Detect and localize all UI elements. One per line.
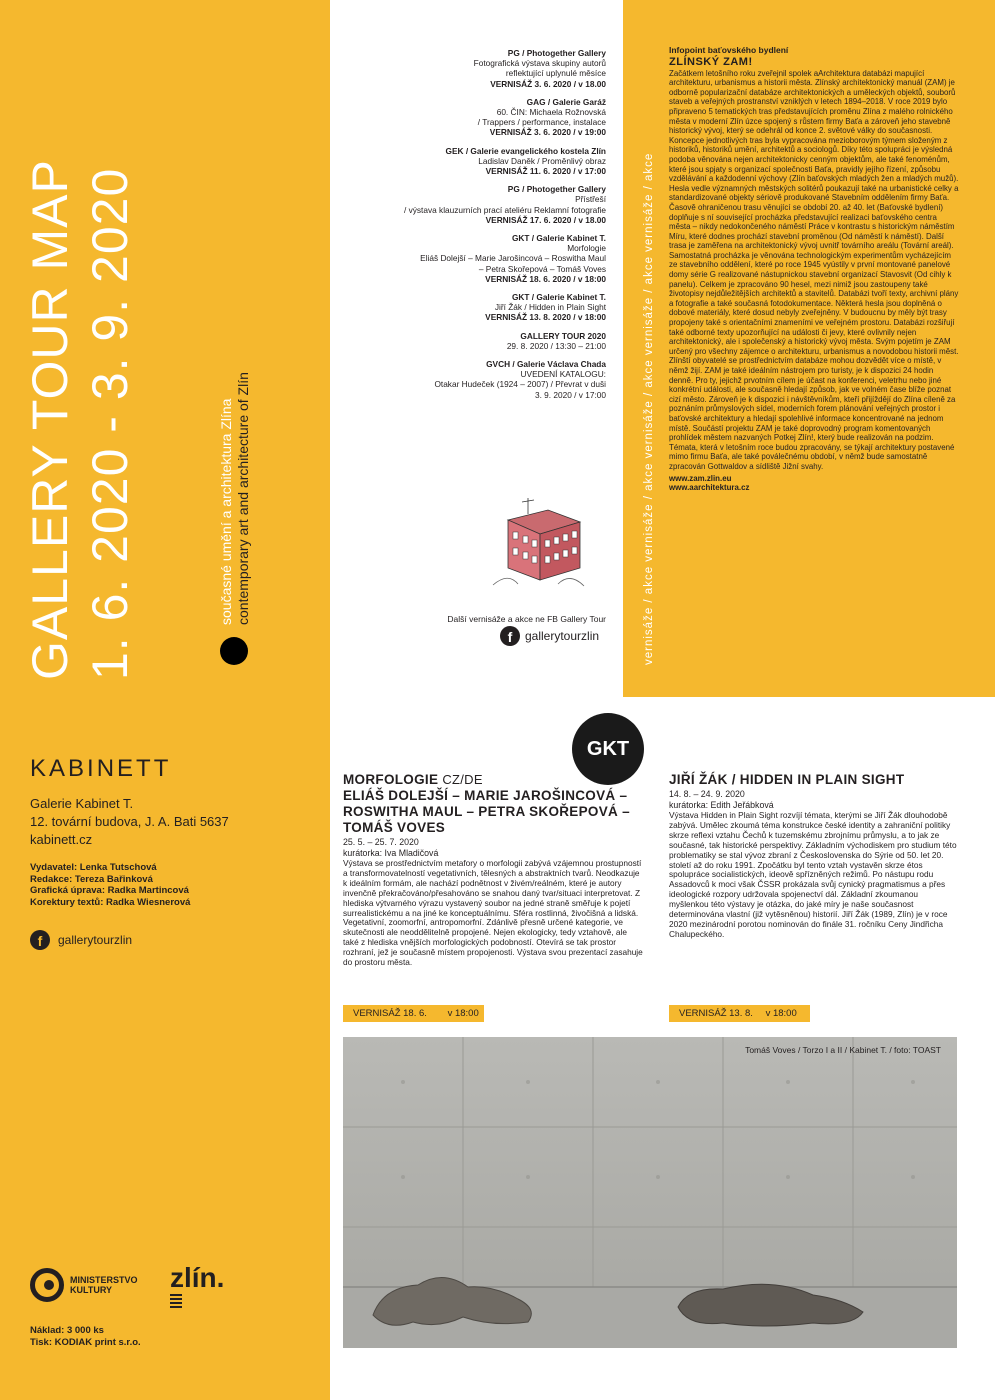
event-item [350,292,606,323]
exhibition-title [343,772,643,788]
exhibition-photo [343,1037,957,1348]
exhibition-morfologie [343,772,643,968]
event-item [350,97,606,138]
zlin-logo-bars-icon [170,1294,182,1310]
ministry-text [70,1275,138,1295]
ministry-line2: KULTURY [70,1285,112,1295]
print-info [30,1325,141,1349]
event-vernisage: VERNISÁŽ 17. 6. 2020 / v 18.00 [485,214,606,225]
link-aarchitektura[interactable]: www.aarchitektura.cz [669,483,750,493]
facebook-link-mid[interactable] [500,626,599,646]
vertical-events-band: vernisáže / akce vernisáže / akce vernisáže / akce vernisáže / akce vernisáže / akce [643,152,655,665]
event-vernisage: VERNISÁŽ 3. 6. 2020 / v 18.00 [490,78,606,89]
infopoint-title: ZLÍNSKÝ ZAM! [669,55,753,68]
event-line: 29. 8. 2020 / 13:30 – 21:00 [506,340,606,351]
tour-dates: 1. 6. 2020 - 3. 9. 2020 [82,167,138,680]
sculpture-photo-image [343,1037,957,1348]
event-line: Otakar Hudeček (1924 – 2007) / Převrat v duši [434,379,606,390]
event-line: 60. ČIN: Michaela Rožnovská [496,107,606,118]
event-venue: GAG / Galerie Garáž [526,96,606,107]
event-line: / výstava klauzurních prací ateliéru Reklamní fotografie [404,204,606,215]
infopoint-links [669,474,959,493]
exhibition-curator: kurátorka: Edith Jeřábková [669,799,774,810]
event-vernisage: VERNISÁŽ 11. 6. 2020 / v 17:00 [485,166,606,177]
vernisage-time: v 18:00 [447,1008,479,1019]
facebook-handle: gallerytourzlin [525,629,600,643]
event-line: Přístřeší [575,194,606,205]
event-vernisage: VERNISÁŽ 18. 6. 2020 / v 18:00 [485,273,606,284]
gallery-web[interactable]: kabinett.cz [30,832,93,847]
vernisage-time: v 18:00 [765,1008,797,1019]
facebook-icon: f [500,626,520,646]
exhibition-artists: ELIÁŠ DOLEJŠÍ – MARIE JAROŠINCOVÁ – ROSWITHA MAUL – PETRA SKOŘEPOVÁ – TOMÁŠ VOVES [343,788,630,835]
event-item [350,331,606,351]
event-item [350,233,606,284]
event-item [350,359,606,400]
event-venue: GKT / Galerie Kabinet T. [511,292,606,303]
event-venue: PG / Photogether Gallery [507,48,606,58]
zlin-logo: zlín. [170,1262,225,1293]
house-illustration [488,480,588,595]
black-dot-icon [220,637,248,665]
photo-credit: Tomáš Voves / Torzo I a II / Kabinet T. / foto: TOAST [745,1045,941,1055]
event-venue: PG / Photogether Gallery [507,184,606,195]
credit-line: Redakce: Tereza Bařinková [30,873,153,885]
event-item [350,48,606,89]
ministry-line1: MINISTERSTVO [70,1275,138,1285]
credit-line: Korektury textů: Radka Wiesnerová [30,896,191,908]
exhibition-tag: CZ/DE [442,772,483,787]
vernisage-label: VERNISÁŽ 13. 8. [679,1008,753,1019]
exhibition-body: Výstava Hidden in Plain Sight rozvíjí témata, kterými se Jiří Žák dlouhodobě zabývá. Umělec zkoumá téma konstrukce české identity a zahraniční politiky skrze reflexi vztahu Čechů k tuzemskému zbrojnímu průmyslu, a to jak ze současné, tak historické perspektivy. Základním východiskem pro studium této problematiky se stal vývoz zbraní z Československa do Sýrie od 50. let 20. století až do roku 1991. Zpočátku byl tento vztah vystavěn skrze étos spolupráce socialistických, ideově spřízněných režimů. Po nástupu rodu Assadovců k moci však ČSSR prokázala svůj cynický pragmatismus a přes ideologické rozpory udržovala spojenectví dál. Základní zkoumanou myšlenkou této výstavy je otázka, do jaké míry je naše současnost determinována vlastní (již vytěsněnou) historií. Jiří Žák (1989, Zlín) je v roce 2020 mezinárodní porotou nominován do finále 31. ročníku Ceny Jindřicha Chalupeckého. [669,810,957,939]
vertical-subtitle-block [218,372,252,625]
infopoint-article [669,46,959,493]
event-line: Jiří Žák / Hidden in Plain Sight [494,302,606,313]
subtitle-en: contemporary art and architecture of Zlín [235,372,251,625]
kabinett-logo: KABINETT [30,755,172,782]
more-events-note: Další vernisáže a akce ne FB Gallery Tour [447,614,606,624]
event-line: – Petra Skořepová – Tomáš Voves [478,263,606,274]
gkt-badge: GKT [572,713,644,785]
print-run: Náklad: 3 000 ks [30,1325,104,1336]
event-venue: GEK / Galerie evangelického kostela Zlín [445,145,606,156]
event-venue: GALLERY TOUR 2020 [520,330,606,341]
exhibition-dates: 25. 5. – 25. 7. 2020 [343,837,419,847]
credit-line: Grafická úprava: Radka Martincová [30,885,189,896]
event-venue: GVCH / Galerie Václava Chada [486,359,606,370]
exhibition-curator: kurátorka: Iva Mladičová [343,847,439,858]
vernisage-box-1 [343,1005,484,1022]
event-line: / Trappers / performance, instalace [477,117,606,128]
vertical-title-block [20,159,140,680]
ministry-emblem-icon [30,1268,64,1302]
exhibition-title-text: MORFOLOGIE [343,772,439,787]
gallery-name: Galerie Kabinet T. [30,796,134,811]
event-line: Eliáš Dolejší – Marie Jarošincová – Roswitha Maul [420,253,606,264]
gallery-address: 12. tovární budova, J. A. Bati 5637 [30,814,229,829]
event-line: Ladislav Daněk / Proměnlivý obraz [478,155,606,166]
event-line: Morfologie [567,243,606,254]
event-vernisage: VERNISÁŽ 13. 8. 2020 / v 18:00 [485,312,606,323]
printer: Tisk: KODIAK print s.r.o. [30,1337,141,1348]
event-line: UVEDENÍ KATALOGU: [520,369,606,380]
credits-block [30,862,190,908]
ministry-logo [30,1268,138,1302]
event-venue: GKT / Galerie Kabinet T. [511,233,606,244]
gallery-address-block [30,795,229,849]
subtitle-cz: současné umění a architektura Zlína [218,398,234,625]
exhibition-title: JIŘÍ ŽÁK / HIDDEN IN PLAIN SIGHT [669,772,905,787]
event-vernisage: VERNISÁŽ 3. 6. 2020 / v 19:00 [489,127,606,138]
facebook-handle: gallerytourzlin [58,933,133,947]
facebook-icon: f [30,930,50,950]
infopoint-body: Začátkem letošního roku zveřejnil spolek aArchitektura databázi mapující architekturu, urbanismus a historii města. Zlínský architektonický manuál (ZAM) je odborně popularizační databáze architektonických a uměleckých objektů, souborů staveb a veřejných prostranství vzniklých v letech 1894–2018. V roce 2019 bylo připraveno 5 tematických tras představujících proměnu Zlína z malého rolnického města v moderní Zlín úzce spojený s růstem firmy Baťa a zároveň jeho stavebně historický vývoj, který se odehrál od konce 2. světové války do současnosti. Koncepce jednotlivých tras byla vypracována mezioborovým týmem složeným z historiků, historiků umění, architektů a sociologů. Díky této spolupráci je výsledná podoba věnována nejen architektonicky cenným objektům, ale také fenoménům, které jsou spjaty s organizací společnosti Baťa, pravidly jejího řízení, způsobu vzdělávání a každodenní výchovy (Zlín baťovských mladých žen a mladých mužů). Hesla vedle významných městských solitérů poukazují také na urbanistické celky a standardizované objekty sériově produkované Stavebním oddělením firmy Baťa. Časově ohraničenou trasu věnující se období 20. až 40. let (Baťovské bydlení) doplňuje s ní související procházka představující realizaci baťovského centra města – nikdy nedokončeného náměstí Práce v kontrastu s historickým náměstím Míru, které dodnes prochází stavební proměnou (Od náměstí k náměstí). Další trasa je zaměřena na architektonický vývoj uvnitř továrního areálu (Tovární areál). Samostatná procházka je věnována technologickým experimentům vycházejícím ze stavebního oddělení, které po roce 1945 vyústily v první montované panelové domy série G realizované nástupnickou stavební organizací Stavosvit (Od cihly k panelu). Celkem je zpracováno 90 hesel, mezi nimiž jsou zastoupeny také životopisy nejdůležitějších architektů a stavitelů. Databázi tvoří texty, archivní plány a fotografie a také současná fotodokumentace. Některá hesla jsou doplněná o dobové materiály, které dosud nebyly zveřejněny. V budoucnu by měly být trasy propojeny také s orientačními znameními ve veřejném prostoru. Databázi rozšiřují také odborné texty upozorňující na události či jevy, které ovlivnily nejen architektonický, ale i společenský a historický vývoj města. Svým pojetím je ZAM určený pro všechny zájemce o architekturu, urbanismus a novodobou historii měst. Zlínští obyvatelé se prostřednictvím databáze mohou dozvědět více o místě, v němž žijí. ZAM je také ideálním nástrojem pro turisty, je k dispozici 24 hodin denně. Pro ty, jejichž prvotním cílem je účast na konferenci, veletrhu nebo jiné konkrétní události, ale současně hledají způsob, jak ve volném čase blíže poznat cizí město. Zároveň je k dispozici i návštěvníkům, kteří přijíždějí do Zlína cíleně za poznáním průmyslových sídel, moderních forem plánování veřejných prostor i baťovské architektury a hledají spolehlivé informace koncentrované na jednom místě. Součástí projektu ZAM je také doprovodný program komentovaných prohlídek městem nazvaných Potkej Zlín!, který bude realizován na podzim. Témata, která v letošním roce budou zpracovány, se týkají architektury postavené mimo firmu Baťa, ale také poválečnému období, v němž bude samostatně zpracován Gottwaldov a sídliště Jižní svahy. [669,68,959,471]
event-line: reflektující uplynulé měsíce [505,68,606,79]
infopoint-label: Infopoint baťovského bydlení [669,45,789,55]
vernisage-label: VERNISÁŽ 18. 6. [353,1008,427,1019]
exhibition-dates: 14. 8. – 24. 9. 2020 [669,789,745,799]
link-zam[interactable]: www.zam.zlin.eu [669,473,732,483]
credit-line: Vydavatel: Lenka Tutschová [30,862,157,873]
exhibition-body: Výstava se prostřednictvím metafory o morfologii zabývá vzájemnou prostupností a transformovatelností vegetativních, tělesných a abstraktních tvarů. Neodkazuje k ideálním formám, ale nachází podnětnost v živém/reálném, které je autory invenčně překračováno/přesahováno se snahou daný tvar/situaci interpretovat. Z hlediska výtvarného výrazu vystavený soubor na jedné straně směřuje k pojetí surrealistickému a na jiné ke konceptuálnímu. Sféra rostlinná, živočišná a lidská. Vegetativní, zoomorfní, antropomorfní. Zdánlivě přesně určené kategorie, ve skutečnosti ale neoddělitelně propojené. Nejen ekologicky, tedy vztahově, ale také z hlediska vnějších morfologických podobností. Otevírá se tak prostor rozhraní, jež je současně místem propojenosti. Výstava svou prezentací zasahuje do prostoru města. [343,858,643,968]
events-list [350,48,606,408]
exhibition-hidden-in-plain-sight [669,772,959,940]
event-line: Fotografická výstava skupiny autorů [473,58,606,69]
event-item [350,146,606,177]
page-title: GALLERY TOUR MAP [22,159,78,680]
event-line: 3. 9. 2020 / v 17:00 [534,389,606,400]
event-item [350,184,606,225]
facebook-link-left[interactable] [30,930,132,950]
vernisage-box-2 [669,1005,810,1022]
